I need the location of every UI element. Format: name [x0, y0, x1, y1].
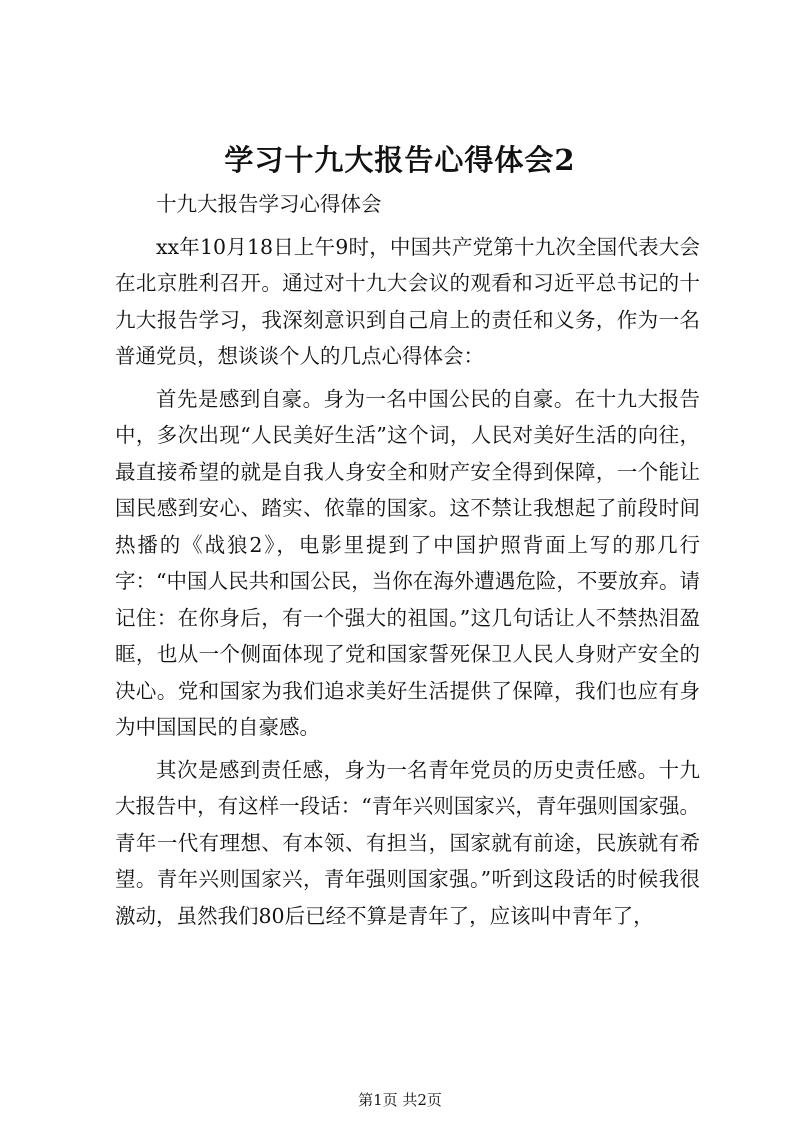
page-footer: 第1页 共2页: [358, 1091, 442, 1109]
document-title: 学习十九大报告心得体会2: [224, 143, 576, 177]
document-body: [115, 186, 700, 934]
document-subtitle: 十九大报告学习心得体会: [156, 192, 382, 216]
paragraph-1: xx年10月18日上午9时，中国共产党第十九次全国代表大会在北京胜利召开。通过对十九大会议的观看和习近平总书记的十九大报告学习，我深刻意识到自己肩上的责任和义务，作为一名普通党员，想谈谈个人的几点心得体会：: [115, 234, 700, 368]
paragraph-3: 其次是感到责任感，身为一名青年党员的历史责任感。十九大报告中，有这样一段话：“青年兴则国家兴，青年强则国家强。青年一代有理想、有本领、有担当，国家就有前途，民族就有希望。青年兴则国家兴，青年强则国家强。”听到这段话的时候我很激动，虽然我们80后已经不算是青年了，应该叫中青年了，: [115, 757, 700, 928]
paragraph-2: 首先是感到自豪。身为一名中国公民的自豪。在十九大报告中，多次出现“人民美好生活”这个词，人民对美好生活的向往，最直接希望的就是自我人身安全和财产安全得到保障，一个能让国民感到安心、踏实、依靠的国家。这不禁让我想起了前段时间热播的《战狼2》，电影里提到了中国护照背面上写的那几行字：“中国人民共和国公民，当你在海外遭遇危险，不要放弃。请记住：在你身后，有一个强大的祖国。”这几句话让人不禁热泪盈眶，也从一个侧面体现了党和国家誓死保卫人民人身财产安全的决心。党和国家为我们追求美好生活提供了保障，我们也应有身为中国国民的自豪感。: [115, 386, 700, 739]
